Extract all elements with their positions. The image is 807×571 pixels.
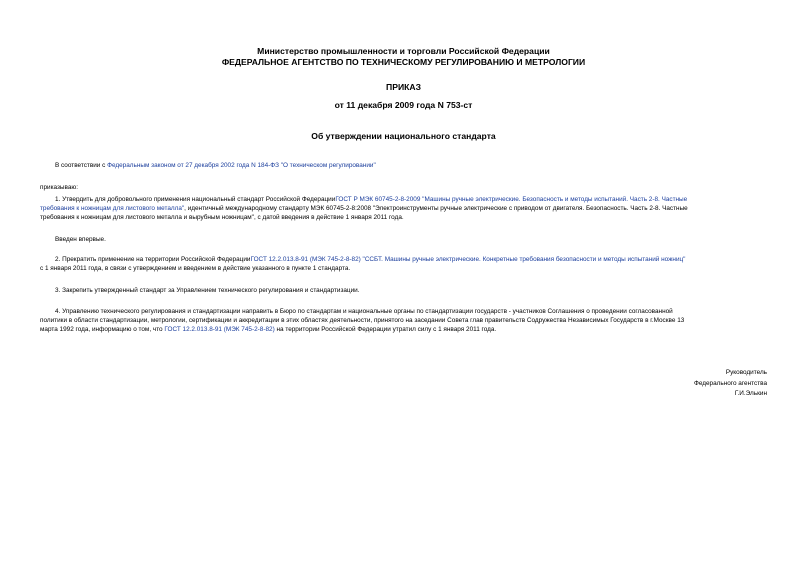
preamble-text: В соответствии с	[55, 162, 108, 169]
signature-name: Г.И.Элькин	[734, 390, 767, 397]
item-1-text-end: требования к ножницам для листового металла и вырубным ножницам", с датой введения в действие 1 января 2011 года.	[40, 214, 404, 221]
item-1-text: 1. Утвердить для добровольного применения национальный стандарт Российской Федерации	[55, 196, 336, 203]
item-3: 3. Закрепить утвержденный стандарт за Управлением технического регулирования и стандартизации.	[55, 287, 360, 294]
document-number: от 11 декабря 2009 года N 753-ст	[334, 100, 473, 110]
gost-12-2-013-8-91-link[interactable]: ГОСТ 12.2.013.8-91 (МЭК 745-2-8-82) "ССБТ. Машины ручные электрические. Конкретные требования безопасности и методы испытаний ножниц"	[250, 256, 686, 263]
item-4-text: 4. Управлению технического регулирования и стандартизации направить в Бюро по стандартам и национальные органы по стандартизации государств - участников Соглашения о проведении согласованной	[55, 308, 673, 315]
ministry-name: Министерство промышленности и торговли Российской Федерации	[257, 46, 550, 56]
signature-position: Руководитель	[725, 369, 767, 376]
item-4-text-end-b: на территории Российской Федерации утратил силу с 1 января 2011 года.	[274, 326, 497, 333]
gost-12-2-013-8-91-link-2[interactable]: ГОСТ 12.2.013.8-91 (МЭК 745-2-8-82)	[164, 326, 275, 333]
item-2	[40, 255, 770, 273]
gost-r-60745-link-cont[interactable]: требования к ножницам для листового металла"	[40, 205, 185, 212]
item-4-text-cont: политики в области стандартизации, метрологии, сертификации и аккредитации в этих областях деятельности, принятого на заседании Совета глав правительств Содружества Независимых Государств в г.Москве 13	[40, 317, 685, 324]
document-type: ПРИКАЗ	[386, 82, 421, 92]
item-2-text: 2. Прекратить применение на территории Российской Федерации	[55, 256, 251, 263]
introduced-first: Введен впервые.	[55, 236, 106, 243]
order-word: приказываю:	[40, 184, 78, 191]
item-4-text-end-a: марта 1992 года, информацию о том, что	[40, 326, 165, 333]
item-1-text-cont: , идентичный международному стандарту МЭК 60745-2-8:2008 "Электроинструменты ручные электрические с приводом от двигателя. Безопасность. Часть 2-8. Частные	[184, 205, 688, 212]
item-1	[40, 195, 766, 222]
preamble	[55, 161, 376, 170]
federal-law-link[interactable]: Федеральным законом от 27 декабря 2002 года N 184-ФЗ "О техническом регулировании"	[107, 162, 376, 169]
item-2-text-cont: с 1 января 2011 года, в связи с утверждением и введением в действие указанного в пункте 1 стандарта.	[40, 265, 351, 272]
item-4	[40, 307, 766, 334]
agency-name: ФЕДЕРАЛЬНОЕ АГЕНТСТВО ПО ТЕХНИЧЕСКОМУ РЕГУЛИРОВАНИЮ И МЕТРОЛОГИИ	[221, 57, 586, 67]
gost-r-60745-link[interactable]: ГОСТ Р МЭК 60745-2-8-2009 "Машины ручные электрические. Безопасность и методы испытаний. Часть 2-8. Частные	[335, 196, 688, 203]
signature-organization: Федерального агентства	[693, 379, 767, 387]
signature-block	[694, 368, 767, 400]
document-subject: Об утверждении национального стандарта	[311, 131, 496, 141]
